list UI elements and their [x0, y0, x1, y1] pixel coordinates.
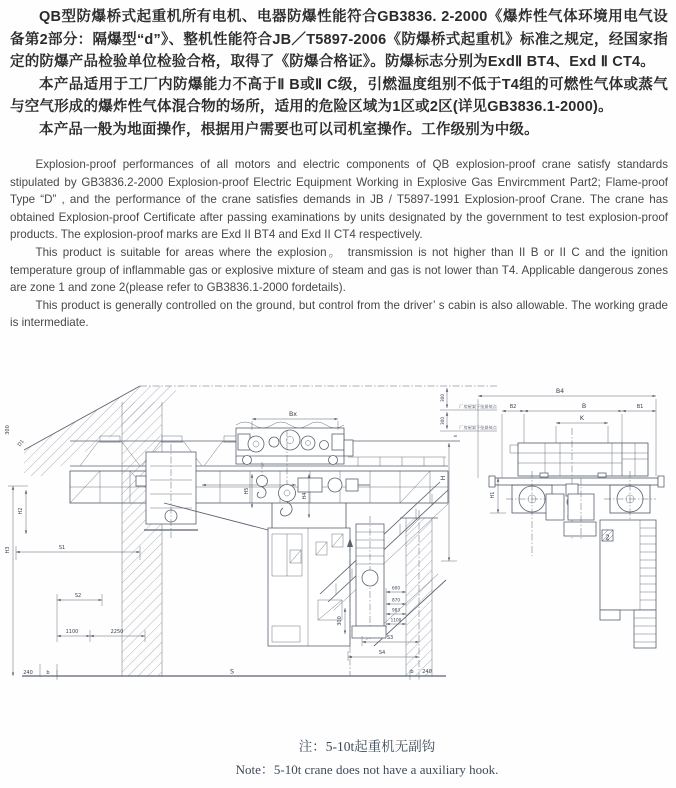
dim-h2: H2	[18, 507, 24, 515]
buffer	[136, 476, 146, 486]
driver-cabin	[164, 503, 350, 646]
dim-1100: 1100	[65, 629, 79, 635]
side-section-view	[478, 388, 664, 648]
dim-b-right: b	[410, 669, 414, 675]
dim-600: 600	[392, 585, 400, 591]
dim-h-small: h	[453, 434, 458, 438]
dim-s2: S2	[74, 593, 82, 599]
en-paragraph-1: Explosion-proof performances of all motors and electric components of QB explosion-proof crane satisfy standards stipulated by GB3836.2-2000 Explosion-proof Electric Equipment Working in Explosive Gas Envircmment Part2; Flame-proof Type “D” , and the performance of the crane satisfies demands in JB / T5897-1991 Explosion-proof Crane. The crane has obtained Explosion-proof Certificate after passing examinations by units designated by the government to test explosion-proof products. The explosion-proof marks are Exd II BT4 and Exd II CT4 respectively.	[10, 158, 668, 242]
dim-k: K	[579, 415, 585, 422]
dim-b-left: b	[46, 670, 50, 676]
dim-870: 870	[392, 597, 400, 603]
zh-paragraph-2: 本产品适用于工厂内防爆能力不高于Ⅱ B或Ⅱ C级，引燃温度组别不低于T4组的可燃性气体或蒸气与空气形成的爆炸性气体混合物的场所，适用的危险区域为1区或2区(详见GB3836.1-2000)。	[10, 76, 668, 116]
trolley-elevation	[236, 422, 353, 465]
right-wall-column	[400, 510, 438, 680]
dim-240-right: 240	[422, 669, 432, 675]
dim-s3: S3	[386, 635, 394, 641]
dim-b2: B2	[509, 404, 517, 410]
dim-300-roof: 300	[5, 425, 11, 435]
trolley-section	[510, 443, 648, 477]
footnote-chinese: 注：5-10t起重机无副钩	[298, 739, 436, 754]
dim-h1: H1	[490, 491, 496, 499]
dim-1100b: 1100	[390, 617, 402, 623]
zh-paragraph-3: 本产品一般为地面操作，根据用户需要也可以司机室操作。工作级别为中级。	[39, 121, 539, 138]
dim-983: 983	[392, 607, 400, 613]
dim-300c: 300	[337, 616, 343, 626]
crane-drawing-svg	[0, 378, 676, 700]
en-paragraph-3: This product is generally controlled on the ground, but control from the driver’ s cabin is also allowable. The working grade is intermediate.	[10, 298, 668, 330]
dim-300a: 300	[440, 394, 445, 402]
zh-paragraph-1: QB型防爆桥式起重机所有电机、电器防爆性能符合GB3836. 2-2000《爆炸性气体环境用电气设备第2部分：隔爆型“d”》、整机性能符合JB／T5897-2006《防爆桥式起重机》标准之规定，经国家指定的防爆产品检验单位检验合格，取得了《防爆合格证》。防爆标志分别为ExdⅡ BT4、Exd Ⅱ CT4。	[10, 9, 668, 71]
dim-b: B	[581, 403, 587, 410]
dim-h5: H5	[244, 487, 250, 495]
dim-s4: S4	[378, 650, 386, 656]
dim-2250: 2250	[110, 629, 124, 635]
en-paragraph-2: This product is suitable for areas where the explosion。 transmission is not higher than II B or II C and the ignition temperature group of inflammable gas or explosive mixture of steam and gas is not lower than T4. Applicable dangerous zones are zone 1 and zone 2(please refer to GB3836.1-2000 fordetails).	[10, 245, 668, 295]
annotation-roof-truss-2: 厂房屋架下弦最低点	[459, 425, 497, 430]
footnote-english: Note：5-10t crane does not have a auxiliary hook.	[235, 762, 499, 777]
hoist-drum	[280, 430, 300, 450]
cabin-mark-2: 2	[605, 533, 610, 542]
crane-technical-drawing	[0, 378, 676, 700]
annotation-roof-truss-1: 厂房屋架下弦最低点	[459, 404, 497, 409]
footnote	[0, 735, 676, 778]
dim-d1: D1	[16, 438, 26, 449]
dim-240-left: 240	[23, 670, 33, 676]
trolley-wheel	[329, 456, 338, 465]
english-intro-section	[10, 156, 668, 332]
left-wall-column-hatch	[122, 402, 162, 676]
dim-span-s: S	[230, 668, 234, 676]
dim-h4: H4	[302, 492, 308, 500]
dim-s1: S1	[58, 545, 66, 551]
dim-bx: Bx	[288, 411, 298, 418]
dim-b1: B1	[636, 404, 644, 410]
trolley-wheel	[243, 456, 252, 465]
main-hook-pulley	[279, 485, 296, 502]
auxiliary-hook-pulley	[257, 476, 268, 487]
dim-h3: H3	[5, 546, 11, 554]
dim-300b: 300	[440, 417, 445, 425]
dim-b4: B4	[555, 388, 565, 395]
ladder-column	[352, 516, 386, 640]
chinese-intro-section	[10, 6, 668, 142]
dim-h: H	[440, 475, 447, 481]
